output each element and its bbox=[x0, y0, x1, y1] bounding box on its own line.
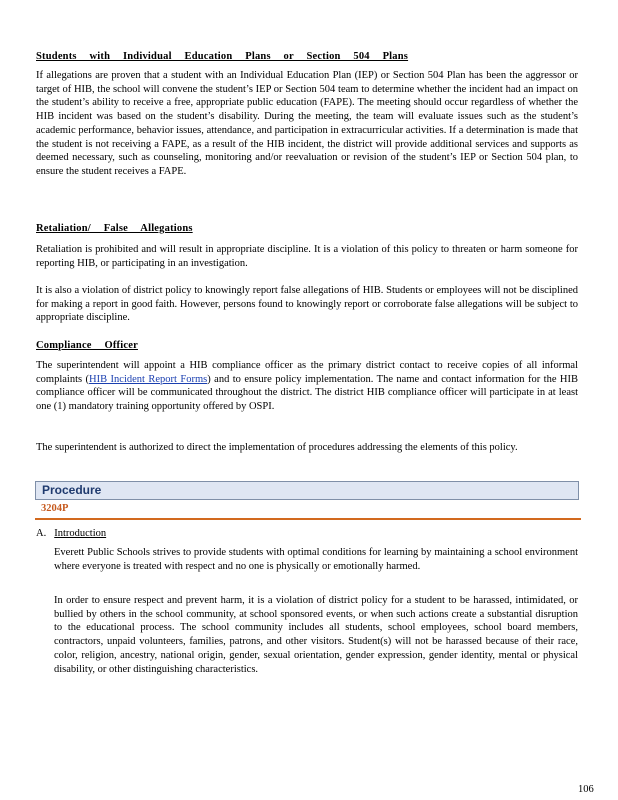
procedure-banner bbox=[35, 481, 579, 500]
page-number: 106 bbox=[578, 784, 594, 795]
paragraph-iep: If allegations are proven that a student with an Individual Education Plan (IEP) or Section 504 Plan has been the aggressor or target of HIB, the school will convene the student’s IEP or Section 504 team to determine whether the incident had an impact on the student’s ability to receive a free, appropriate public education (FAPE). The meeting should occur regardless of whether the HIB incident was based on the student’s disability. During the meeting, the team will evaluate issues such as the student’s academic performance, behavior issues, attendance, and participation in extracurricular activities. If a determination is made that the student is not receiving a FAPE, as a result of the HIB incident, the district will provide additional services and supports as deemed necessary, such as counseling, monitoring and/or reevaluation or revision of the student’s IEP or Section 504 plan, to ensure the student receives a FAPE. bbox=[36, 70, 578, 177]
paragraph-intro-2: In order to ensure respect and prevent harm, it is a violation of district policy for a student to be harassed, intimidated, or bullied by others in the school community, at school sponsored events, or when such actions create a substantial disruption to the educational process. The school community includes all students, school employees, school board members, contractors, unpaid volunteers, families, patrons, and other visitors. Student(s) will not be harassed because of their race, color, religion, ancestry, national origin, gender, sexual orientation, gender expression, gender identity, mental or physical disability, or other distinguishing characteristics. bbox=[54, 595, 578, 675]
section-title: Introduction bbox=[54, 528, 107, 539]
paragraph-intro-1: Everett Public Schools strives to provide students with optimal conditions for learning by maintaining a school environment where everyone is treated with respect and no one is physically or emotionally harmed. bbox=[54, 547, 578, 572]
paragraph-compliance-1 bbox=[36, 359, 578, 414]
section-a-heading bbox=[36, 528, 106, 539]
procedure-label: Procedure bbox=[42, 483, 102, 497]
procedure-divider bbox=[35, 518, 581, 520]
compliance-text-before: The superintendent will appoint a HIB compliance officer as the primary district contact to receive copies of all informal complaints ( bbox=[36, 360, 578, 385]
paragraph-retaliation-2: It is also a violation of district policy to knowingly report false allegations of HIB. Students or employees will not be disciplined for making a report in good faith. However, persons found to knowingly report or corroborate false allegations will be subject to appropriate discipline. bbox=[36, 285, 578, 324]
paragraph-retaliation-1: Retaliation is prohibited and will result in appropriate discipline. It is a violation of this policy to threaten or harm someone for reporting HIB, or participating in an investigation. bbox=[36, 244, 578, 269]
compliance-text-after: ) and to ensure policy implementation. The name and contact information for the HIB compliance officer will be communicated throughout the district. The district HIB compliance officer will participate in at least one (1) mandatory training opportunity offered by OSPI. bbox=[36, 373, 578, 413]
procedure-code: 3204P bbox=[41, 503, 69, 514]
section-letter: A. bbox=[36, 528, 47, 539]
heading-retaliation: Retaliation/ False Allegations bbox=[36, 223, 193, 234]
paragraph-compliance-2: The superintendent is authorized to direct the implementation of procedures addressing the elements of this policy. bbox=[36, 442, 518, 453]
hib-incident-report-forms-link[interactable]: HIB Incident Report Forms bbox=[89, 373, 208, 385]
heading-compliance: Compliance Officer bbox=[36, 340, 138, 351]
heading-students-iep: Students with Individual Education Plans or Section 504 Plans bbox=[36, 51, 409, 62]
